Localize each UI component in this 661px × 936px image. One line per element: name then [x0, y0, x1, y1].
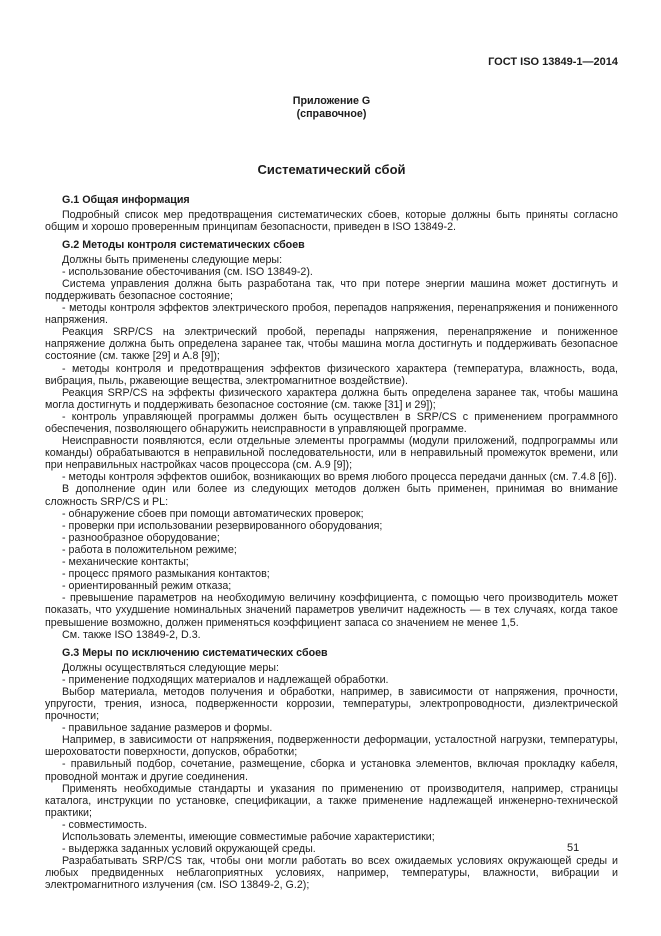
paragraph: Например, в зависимости от напряжения, подверженности деформации, усталостной нагрузки, температуры, шероховатости поверхности, допусков, обработки; [45, 734, 618, 759]
section-heading: G.3 Меры по исключению систематических сбоев [62, 646, 328, 659]
appendix-note: (справочное) [296, 107, 367, 120]
paragraph: Применять необходимые стандарты и указания по применению от производителя, например, страницы каталога, инструкции по установке, спецификации, а также применение надлежащей инженерно-технической практики; [45, 782, 618, 819]
paragraph: - проверки при использовании резервированного оборудования; [62, 519, 383, 532]
paragraph: Должны быть применены следующие меры: [62, 253, 283, 266]
paragraph: Реакция SRP/CS на электрический пробой, перепады напряжения, перенапряжение и пониженное напряжение должна быть определена заранее так, чтобы машина могла достигнуть и поддерживать безопасное состояние (см. также [29] и A.8 [9]); [45, 326, 618, 363]
paragraph: Неисправности появляются, если отдельные элементы программы (модули приложений, подпрограммы или команды) обрабатываются в неправильной последовательности, или в неправильный промежуток времени, или при неправильных настройках часов процессора (см. A.9 [9]); [45, 435, 618, 472]
paragraph: Использовать элементы, имеющие совместимые рабочие характеристики; [62, 831, 435, 843]
section-heading: G.2 Методы контроля систематических сбоев [62, 238, 305, 251]
paragraph: Выбор материала, методов получения и обработки, например, в зависимости от напряжения, прочности, упругости, трения, износа, подверженности коррозии, температуры, электропроводности, диэлектрической прочности; [45, 685, 618, 723]
paragraph: - контроль управляющей программы должен быть осуществлен в SRP/CS с применением программного обеспечения, позволяющего обнаружить неисправности в управляющей программе. [45, 410, 618, 435]
paragraph: - правильное задание размеров и формы. [62, 722, 273, 735]
paragraph: - разнообразное оборудование; [62, 531, 220, 544]
paragraph: - выдержка заданных условий окружающей среды. [62, 843, 316, 856]
paragraph: Разрабатывать SRP/CS так, чтобы они могли работать во всех ожидаемых условиях окружающей среды и любых предвиденных неблагоприятных условиях, например, температуры, влажности, вибрации и электромагнитного излучения (см. ISO 13849-2, G.2); [45, 855, 618, 892]
page-title: Систематический сбой [257, 162, 406, 177]
appendix-block [45, 95, 618, 120]
document-number: ГОСТ ISO 13849-1—2014 [488, 56, 618, 68]
section-heading: G.1 Общая информация [62, 193, 190, 206]
paragraph: - превышение параметров на необходимую величину коэффициента, с помощью чего производитель может показать, что ухудшение номинальных значений параметров увеличит надежность — в тех случаях, когда такое превышение возможно, должен применяться коэффициент запаса со значением не менее 1,5. [45, 592, 618, 629]
section-paragraphs [45, 209, 618, 233]
paragraph: - применение подходящих материалов и надлежащей обработки. [62, 673, 389, 686]
paragraph: - совместимость. [62, 818, 148, 831]
page-number: 51 [567, 842, 580, 854]
paragraph: - обнаружение сбоев при помощи автоматических проверок; [62, 507, 364, 520]
paragraph: - использование обесточивания (см. ISO 13849-2). [62, 265, 313, 278]
paragraph: - ориентированный режим отказа; [62, 580, 232, 593]
section [45, 647, 618, 892]
paragraph: - работа в положительном режиме; [62, 543, 237, 556]
section [45, 194, 618, 233]
sections [45, 194, 618, 892]
paragraph: Реакция SRP/CS на эффекты физического характера должна быть определена заранее так, чтобы машина могла достигнуть и поддерживать безопасное состояние (см. также [31] и 29]); [45, 386, 618, 411]
paragraph: - правильный подбор, сочетание, размещение, сборка и установка элементов, включая прокладку кабеля, проводной монтаж и другие соединения. [45, 758, 618, 783]
appendix-label: Приложение G [292, 95, 371, 107]
paragraph: - методы контроля эффектов ошибок, возникающих во время любого процесса передачи данных (см. 7.4.8 [6]). [62, 471, 617, 484]
paragraph: - методы контроля эффектов электрического пробоя, перепадов напряжения, перенапряжения и пониженного напряжения. [45, 302, 618, 327]
paragraph: - процесс прямого размыкания контактов; [62, 568, 270, 581]
paragraph: - методы контроля и предотвращения эффектов физического характера (температура, влажность, вода, вибрация, пыль, ржавеющие вещества, электромагнитное воздействие). [45, 362, 618, 387]
section-paragraphs [45, 662, 618, 892]
paragraph: Должны осуществляться следующие меры: [62, 661, 279, 674]
paragraph: См. также ISO 13849-2, D.3. [62, 628, 201, 641]
paragraph: В дополнение один или более из следующих методов должен быть применен, принимая во внимание сложность SRP/CS и PL: [45, 483, 618, 508]
section-paragraphs [45, 254, 618, 641]
page-content [45, 56, 618, 891]
paragraph: - механические контакты; [62, 556, 189, 569]
section [45, 239, 618, 641]
paragraph: Подробный список мер предотвращения систематических сбоев, которые должны быть приняты согласно общим и хорошо проверенным принципам безопасности, приведен в ISO 13849-2. [45, 208, 618, 233]
paragraph: Система управления должна быть разработана так, что при потере энергии машина может достигнуть и поддерживать безопасное состояние; [45, 277, 618, 302]
